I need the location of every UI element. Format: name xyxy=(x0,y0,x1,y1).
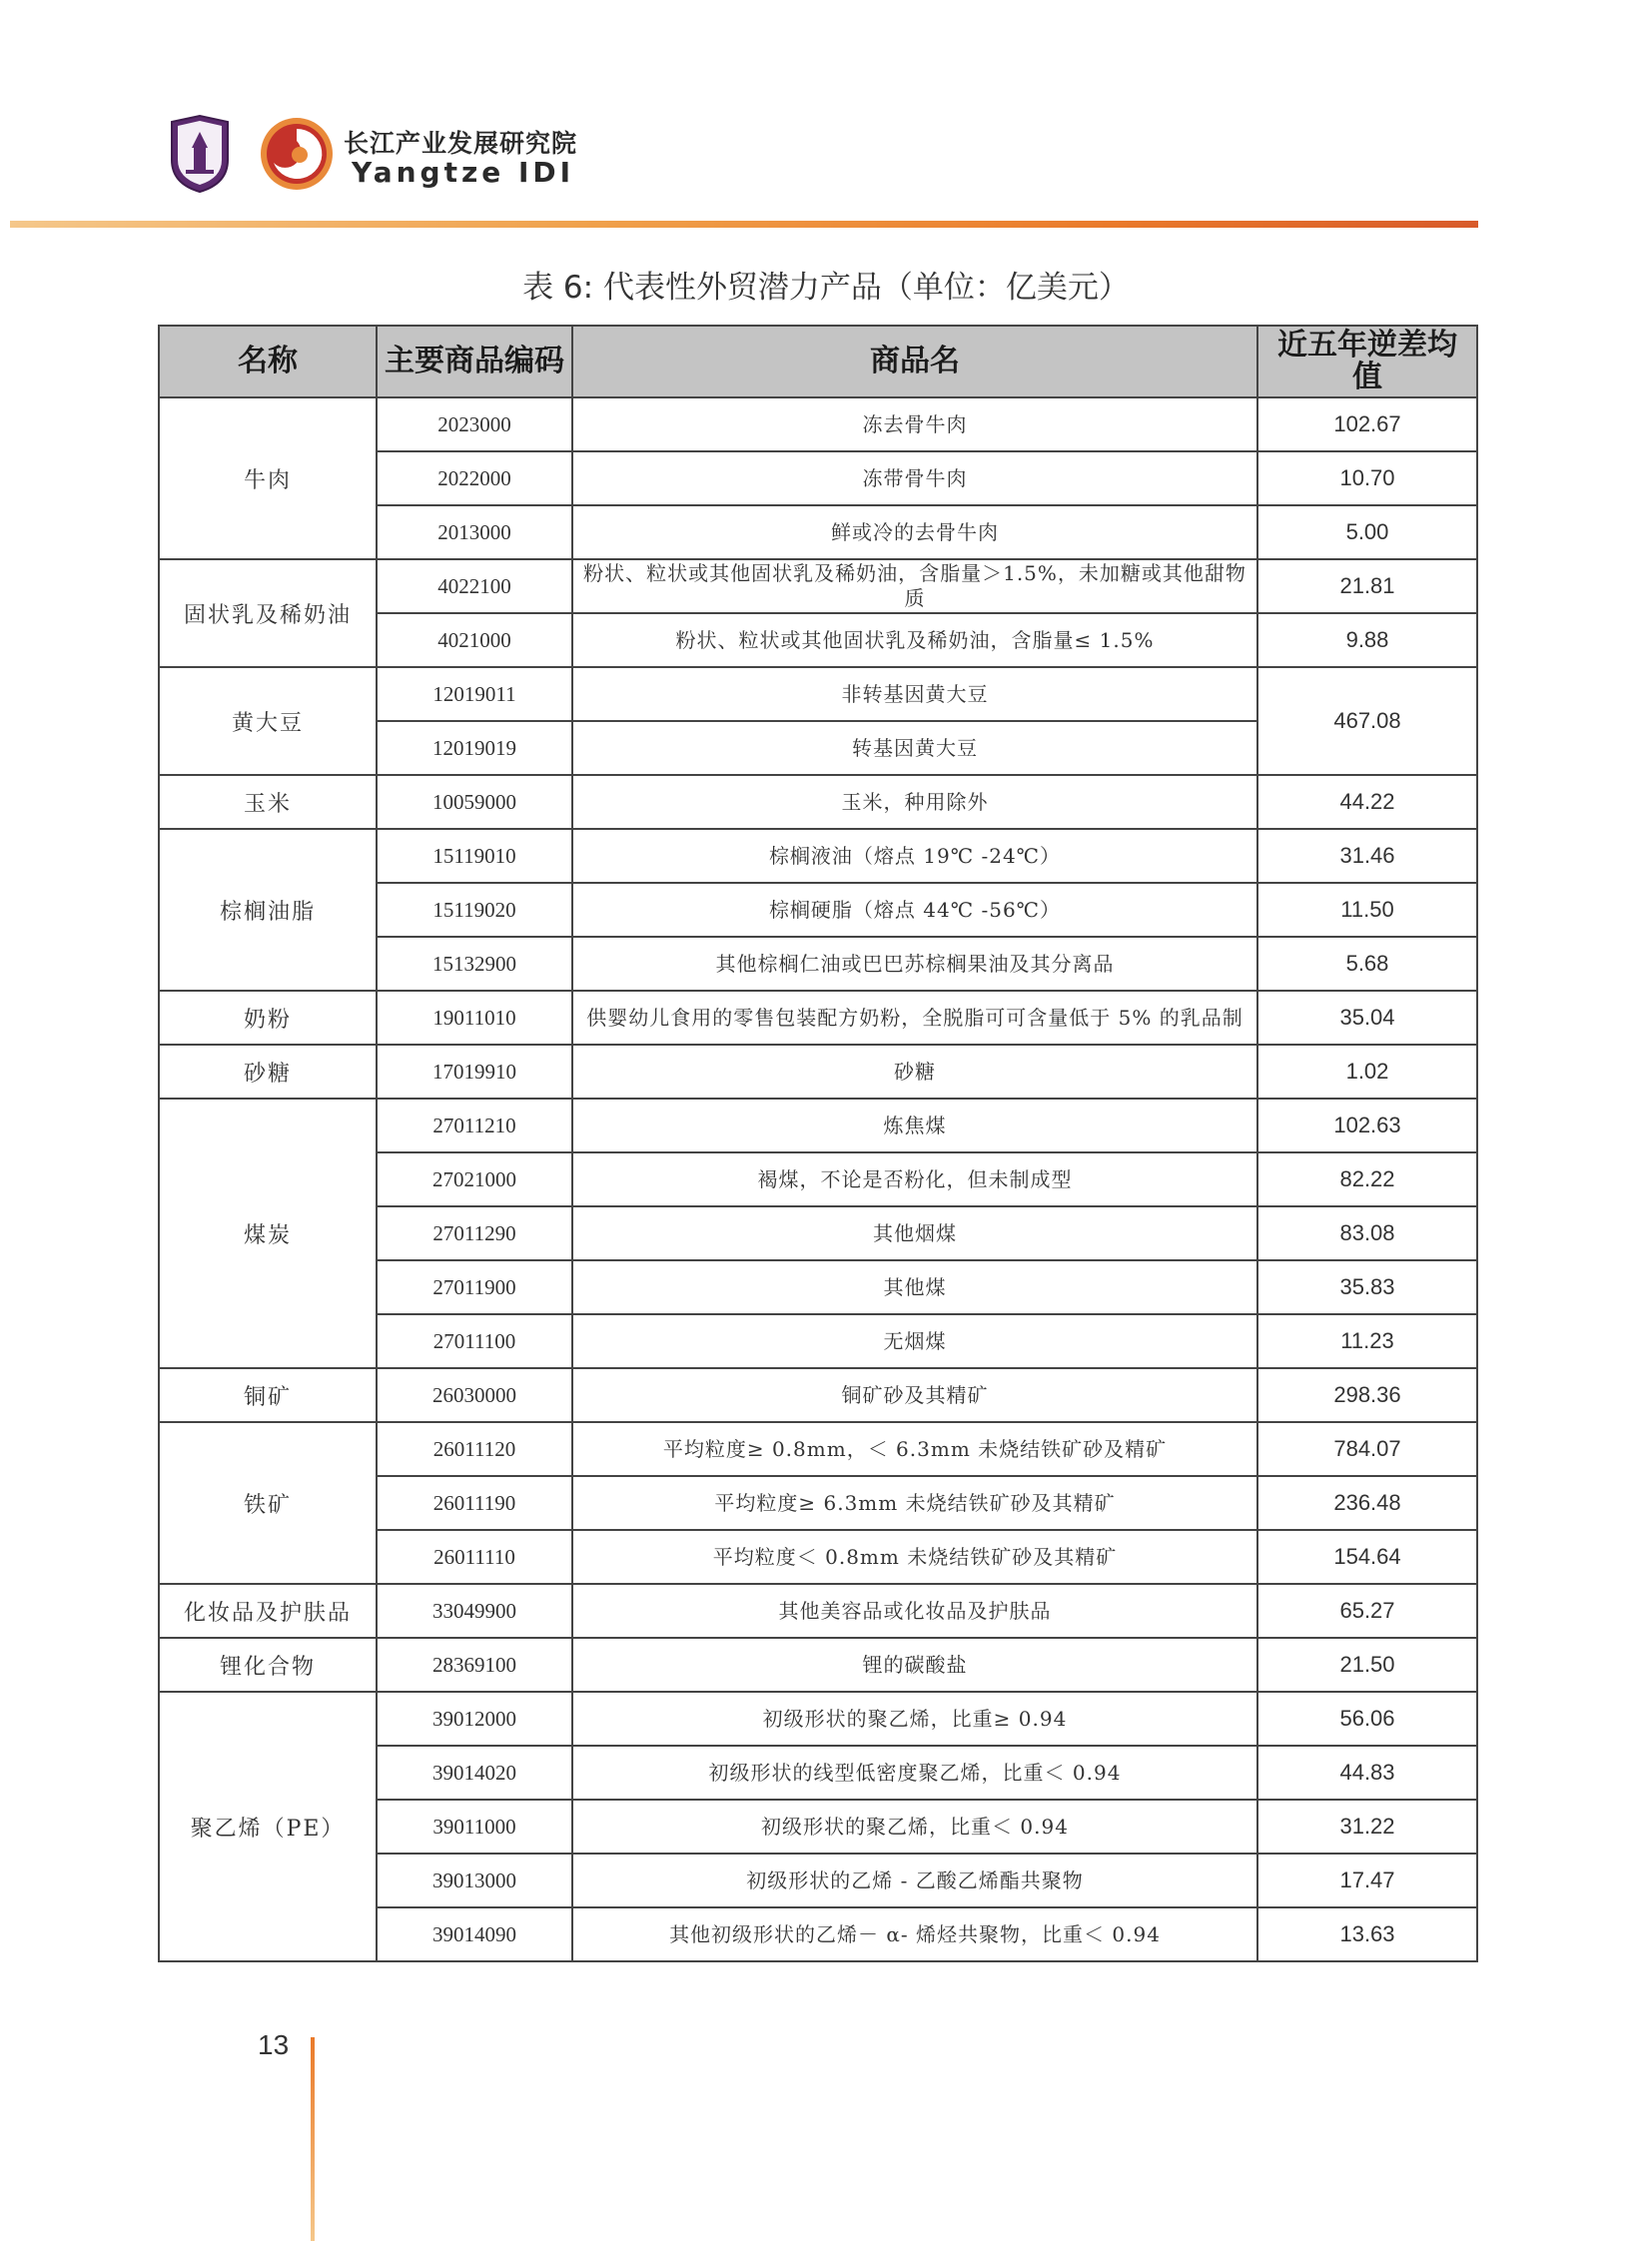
code-cell: 2023000 xyxy=(377,397,572,451)
deficit-value-cell: 83.08 xyxy=(1257,1206,1477,1260)
category-cell: 牛肉 xyxy=(159,397,377,559)
code-cell: 15119010 xyxy=(377,829,572,883)
product-name-cell: 褐煤，不论是否粉化，但未制成型 xyxy=(572,1152,1257,1206)
category-cell: 棕榈油脂 xyxy=(159,829,377,991)
code-cell: 28369100 xyxy=(377,1638,572,1692)
table-row xyxy=(159,1692,1477,1746)
page-number-bar xyxy=(311,2037,315,2241)
deficit-value-cell: 10.70 xyxy=(1257,451,1477,505)
product-name-cell: 棕榈液油（熔点 19℃ -24℃） xyxy=(572,829,1257,883)
category-cell: 铜矿 xyxy=(159,1368,377,1422)
table-row xyxy=(159,667,1477,721)
category-cell: 固状乳及稀奶油 xyxy=(159,559,377,667)
deficit-value-cell: 44.83 xyxy=(1257,1746,1477,1800)
code-cell: 17019910 xyxy=(377,1045,572,1099)
code-cell: 39014020 xyxy=(377,1746,572,1800)
product-name-cell: 鲜或冷的去骨牛肉 xyxy=(572,505,1257,559)
deficit-value-cell: 102.67 xyxy=(1257,397,1477,451)
table-title: 表 6: 代表性外贸潜力产品（单位：亿美元） xyxy=(522,270,1130,306)
table-row xyxy=(159,775,1477,829)
code-cell: 4021000 xyxy=(377,613,572,667)
deficit-value-cell: 11.23 xyxy=(1257,1314,1477,1368)
deficit-value-cell: 21.81 xyxy=(1257,559,1477,613)
table-row xyxy=(159,1099,1477,1152)
deficit-value-cell: 65.27 xyxy=(1257,1584,1477,1638)
deficit-value-cell: 35.04 xyxy=(1257,991,1477,1045)
product-name-cell: 玉米，种用除外 xyxy=(572,775,1257,829)
deficit-value-cell: 82.22 xyxy=(1257,1152,1477,1206)
code-cell: 26011110 xyxy=(377,1530,572,1584)
code-cell: 12019011 xyxy=(377,667,572,721)
code-cell: 19011010 xyxy=(377,991,572,1045)
product-name-cell: 供婴幼儿食用的零售包装配方奶粉，全脱脂可可含量低于 5% 的乳品制 xyxy=(572,991,1257,1045)
code-cell: 26011190 xyxy=(377,1476,572,1530)
code-cell: 33049900 xyxy=(377,1584,572,1638)
category-cell: 聚乙烯（PE） xyxy=(159,1692,377,1961)
category-cell: 玉米 xyxy=(159,775,377,829)
page-header xyxy=(0,0,1652,240)
table-row xyxy=(159,1584,1477,1638)
table-row xyxy=(159,559,1477,613)
product-name-cell: 其他烟煤 xyxy=(572,1206,1257,1260)
deficit-value-cell: 5.68 xyxy=(1257,937,1477,991)
product-name-cell: 炼焦煤 xyxy=(572,1099,1257,1152)
product-name-cell: 其他棕榈仁油或巴巴苏棕榈果油及其分离品 xyxy=(572,937,1257,991)
table-row xyxy=(159,1045,1477,1099)
trade-products-table xyxy=(158,325,1478,1962)
deficit-value-cell: 35.83 xyxy=(1257,1260,1477,1314)
product-name-cell: 其他初级形状的乙烯－ α- 烯烃共聚物，比重＜ 0.94 xyxy=(572,1907,1257,1961)
category-cell: 黄大豆 xyxy=(159,667,377,775)
category-cell: 锂化合物 xyxy=(159,1638,377,1692)
code-cell: 26011120 xyxy=(377,1422,572,1476)
product-name-cell: 棕榈硬脂（熔点 44℃ -56℃） xyxy=(572,883,1257,937)
code-cell: 15132900 xyxy=(377,937,572,991)
product-name-cell: 冻带骨牛肉 xyxy=(572,451,1257,505)
table-row xyxy=(159,397,1477,451)
deficit-value-cell: 154.64 xyxy=(1257,1530,1477,1584)
product-name-cell: 初级形状的线型低密度聚乙烯，比重＜ 0.94 xyxy=(572,1746,1257,1800)
org-name-chinese: 长江产业发展研究院 xyxy=(344,129,578,158)
category-cell: 煤炭 xyxy=(159,1099,377,1368)
product-name-cell: 非转基因黄大豆 xyxy=(572,667,1257,721)
product-name-cell: 无烟煤 xyxy=(572,1314,1257,1368)
code-cell: 39013000 xyxy=(377,1854,572,1907)
code-cell: 27011100 xyxy=(377,1314,572,1368)
deficit-value-cell: 56.06 xyxy=(1257,1692,1477,1746)
deficit-value-cell: 102.63 xyxy=(1257,1099,1477,1152)
code-cell: 27021000 xyxy=(377,1152,572,1206)
deficit-value-cell: 31.46 xyxy=(1257,829,1477,883)
column-header-category: 名称 xyxy=(159,326,377,397)
deficit-value-cell: 467.08 xyxy=(1257,667,1477,775)
deficit-value-cell: 17.47 xyxy=(1257,1854,1477,1907)
page-number: 13 xyxy=(258,2029,290,2060)
product-name-cell: 粉状、粒状或其他固状乳及稀奶油，含脂量＞1.5%，未加糖或其他甜物质 xyxy=(572,559,1257,613)
code-cell: 27011900 xyxy=(377,1260,572,1314)
code-cell: 2013000 xyxy=(377,505,572,559)
code-cell: 4022100 xyxy=(377,559,572,613)
product-name-cell: 转基因黄大豆 xyxy=(572,721,1257,775)
column-header-product: 商品名 xyxy=(572,326,1257,397)
table-row xyxy=(159,1368,1477,1422)
deficit-value-cell: 21.50 xyxy=(1257,1638,1477,1692)
code-cell: 27011210 xyxy=(377,1099,572,1152)
code-cell: 39012000 xyxy=(377,1692,572,1746)
column-header-code: 主要商品编码 xyxy=(377,326,572,397)
product-name-cell: 初级形状的聚乙烯，比重＜ 0.94 xyxy=(572,1800,1257,1854)
table-row xyxy=(159,1638,1477,1692)
product-name-cell: 初级形状的聚乙烯，比重≥ 0.94 xyxy=(572,1692,1257,1746)
product-name-cell: 平均粒度≥ 0.8mm，＜ 6.3mm 未烧结铁矿砂及精矿 xyxy=(572,1422,1257,1476)
deficit-value-cell: 298.36 xyxy=(1257,1368,1477,1422)
code-cell: 27011290 xyxy=(377,1206,572,1260)
deficit-value-cell: 11.50 xyxy=(1257,883,1477,937)
code-cell: 10059000 xyxy=(377,775,572,829)
code-cell: 39011000 xyxy=(377,1800,572,1854)
university-seal-icon xyxy=(168,114,232,194)
deficit-value-cell: 236.48 xyxy=(1257,1476,1477,1530)
product-name-cell: 其他煤 xyxy=(572,1260,1257,1314)
deficit-value-cell: 9.88 xyxy=(1257,613,1477,667)
deficit-value-cell: 44.22 xyxy=(1257,775,1477,829)
table-row xyxy=(159,1422,1477,1476)
code-cell: 12019019 xyxy=(377,721,572,775)
yangtze-idi-logo-icon xyxy=(258,115,336,193)
deficit-value-cell: 5.00 xyxy=(1257,505,1477,559)
product-name-cell: 锂的碳酸盐 xyxy=(572,1638,1257,1692)
product-name-cell: 其他美容品或化妆品及护肤品 xyxy=(572,1584,1257,1638)
product-name-cell: 初级形状的乙烯 - 乙酸乙烯酯共聚物 xyxy=(572,1854,1257,1907)
deficit-value-cell: 784.07 xyxy=(1257,1422,1477,1476)
product-name-cell: 砂糖 xyxy=(572,1045,1257,1099)
table-row xyxy=(159,991,1477,1045)
code-cell: 15119020 xyxy=(377,883,572,937)
category-cell: 化妆品及护肤品 xyxy=(159,1584,377,1638)
product-name-cell: 粉状、粒状或其他固状乳及稀奶油，含脂量≤ 1.5% xyxy=(572,613,1257,667)
category-cell: 铁矿 xyxy=(159,1422,377,1584)
table-row xyxy=(159,829,1477,883)
category-cell: 砂糖 xyxy=(159,1045,377,1099)
product-name-cell: 平均粒度＜ 0.8mm 未烧结铁矿砂及其精矿 xyxy=(572,1530,1257,1584)
code-cell: 39014090 xyxy=(377,1907,572,1961)
deficit-value-cell: 13.63 xyxy=(1257,1907,1477,1961)
product-name-cell: 平均粒度≥ 6.3mm 未烧结铁矿砂及其精矿 xyxy=(572,1476,1257,1530)
product-name-cell: 冻去骨牛肉 xyxy=(572,397,1257,451)
header-divider xyxy=(10,221,1478,228)
table-header-row xyxy=(159,326,1477,397)
table-body xyxy=(159,397,1477,1961)
category-cell: 奶粉 xyxy=(159,991,377,1045)
deficit-value-cell: 1.02 xyxy=(1257,1045,1477,1099)
product-name-cell: 铜矿砂及其精矿 xyxy=(572,1368,1257,1422)
deficit-value-cell: 31.22 xyxy=(1257,1800,1477,1854)
org-name-english: Yangtze IDI xyxy=(352,156,575,189)
code-cell: 2022000 xyxy=(377,451,572,505)
column-header-deficit: 近五年逆差均值 xyxy=(1257,326,1477,397)
code-cell: 26030000 xyxy=(377,1368,572,1422)
